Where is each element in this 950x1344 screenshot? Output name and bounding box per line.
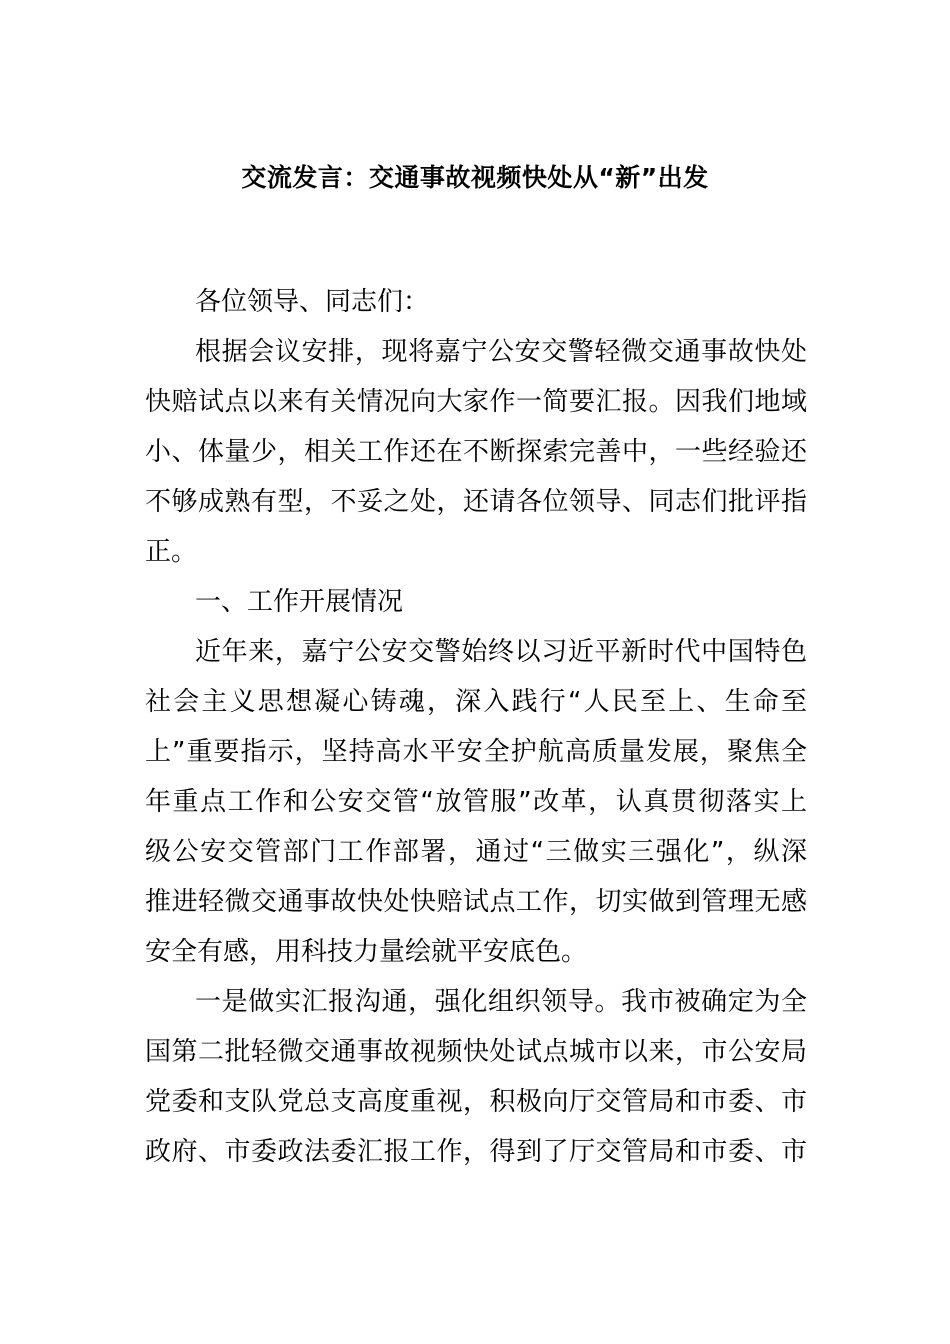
paragraph-line: 近年来，嘉宁公安交警始终以习近平新时代中国特色 xyxy=(195,637,807,667)
paragraph-line: 上”重要指示，坚持高水平安全护航高质量发展，聚焦全 xyxy=(145,737,807,767)
salutation-line: 各位领导、同志们： xyxy=(195,287,430,317)
paragraph-line: 级公安交管部门工作部署，通过“三做实三强化”，纵深 xyxy=(145,837,807,867)
paragraph-line: 不够成熟有型，不妥之处，还请各位领导、同志们批评指 xyxy=(145,487,807,517)
paragraph-line: 根据会议安排，现将嘉宁公安交警轻微交通事故快处 xyxy=(195,337,807,367)
section-heading: 一、工作开展情况 xyxy=(195,587,404,617)
paragraph-line: 正。 xyxy=(145,537,198,567)
paragraph-line: 党委和支队党总支高度重视，积极向厅交管局和市委、市 xyxy=(145,1087,807,1117)
paragraph-line: 政府、市委政法委汇报工作，得到了厅交管局和市委、市 xyxy=(145,1137,807,1167)
paragraph-line: 国第二批轻微交通事故视频快处试点城市以来，市公安局 xyxy=(145,1037,807,1067)
paragraph-line: 小、体量少，相关工作还在不断探索完善中，一些经验还 xyxy=(145,437,807,467)
paragraph-line: 安全有感，用科技力量绘就平安底色。 xyxy=(145,937,588,967)
paragraph-line: 快赔试点以来有关情况向大家作一简要汇报。因我们地域 xyxy=(145,387,807,417)
paragraph-line: 一是做实汇报沟通，强化组织领导。我市被确定为全 xyxy=(195,987,807,1017)
paragraph-line: 推进轻微交通事故快处快赔试点工作，切实做到管理无感 xyxy=(145,887,807,917)
document-title: 交流发言：交通事故视频快处从“新”出发 xyxy=(241,163,709,192)
paragraph-line: 社会主义思想凝心铸魂，深入践行“人民至上、生命至 xyxy=(145,687,807,717)
paragraph-line: 年重点工作和公安交管“放管服”改革，认真贯彻落实上 xyxy=(145,787,807,817)
